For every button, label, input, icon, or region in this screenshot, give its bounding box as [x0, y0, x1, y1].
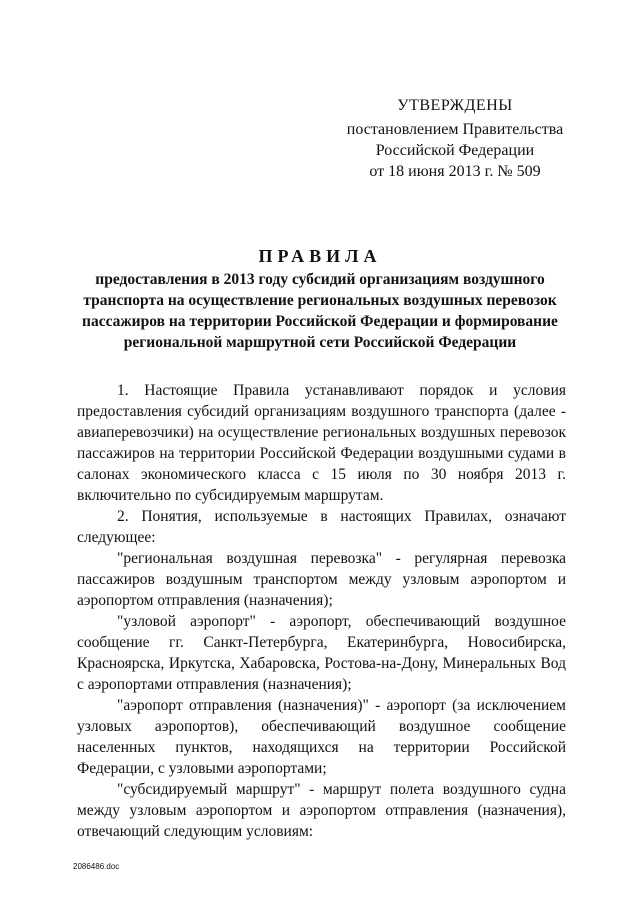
approval-line-government: Российской Федерации	[375, 142, 535, 159]
approval-heading: УТВЕРЖДЕНЫ	[397, 97, 513, 114]
document-subtitle: предоставления в 2013 году субсидий организациям воздушного транспорта на осуществление региональных воздушных перевозок пассажиров на территории Российской Федерации и формирование региональной маршрутной сети Российской Федерации	[82, 271, 558, 351]
approval-line-decree: постановлением Правительства	[346, 121, 564, 138]
document-body	[77, 380, 566, 842]
definition-hub-airport: "узловой аэропорт" - аэропорт, обеспечивающий воздушное сообщение гг. Санкт-Петербурга, Екатеринбурга, Новосибирска, Красноярска, Иркутска, Хабаровска, Ростова-на-Дону, Минеральных Вод с аэропортами отправления (назначения);	[77, 613, 566, 693]
definition-origin-airport: "аэропорт отправления (назначения)" - аэропорт (за исключением узловых аэропортов), обеспечивающий воздушное сообщение населенных пунктов, находящихся на территории Российской Федерации, с узловыми аэропортами;	[77, 697, 566, 777]
document-title: ПРАВИЛА	[258, 246, 382, 266]
paragraph-1: 1. Настоящие Правила устанавливают порядок и условия предоставления субсидий организациям воздушного транспорта (далее - авиаперевозчики) на осуществление региональных воздушных перевозок пассажиров на территории Российской Федерации воздушными судами в салонах экономического класса с 15 июля по 30 ноября 2013 г. включительно по субсидируемым маршрутам.	[77, 382, 566, 504]
approval-block	[330, 95, 580, 182]
paragraph-2: 2. Понятия, используемые в настоящих Правилах, означают следующее:	[77, 508, 566, 546]
file-name-footer: 2086486.doc	[73, 862, 120, 871]
definition-subsidized-route: "субсидируемый маршрут" - маршрут полета воздушного судна между узловым аэропортом и аэропортом отправления (назначения), отвечающий следующим условиям:	[77, 781, 566, 840]
definition-regional-transport: "региональная воздушная перевозка" - регулярная перевозка пассажиров воздушным транспортом между узловым аэропортом и аэропортом отправления (назначения);	[77, 550, 566, 609]
approval-line-date: от 18 июня 2013 г. № 509	[369, 163, 541, 180]
